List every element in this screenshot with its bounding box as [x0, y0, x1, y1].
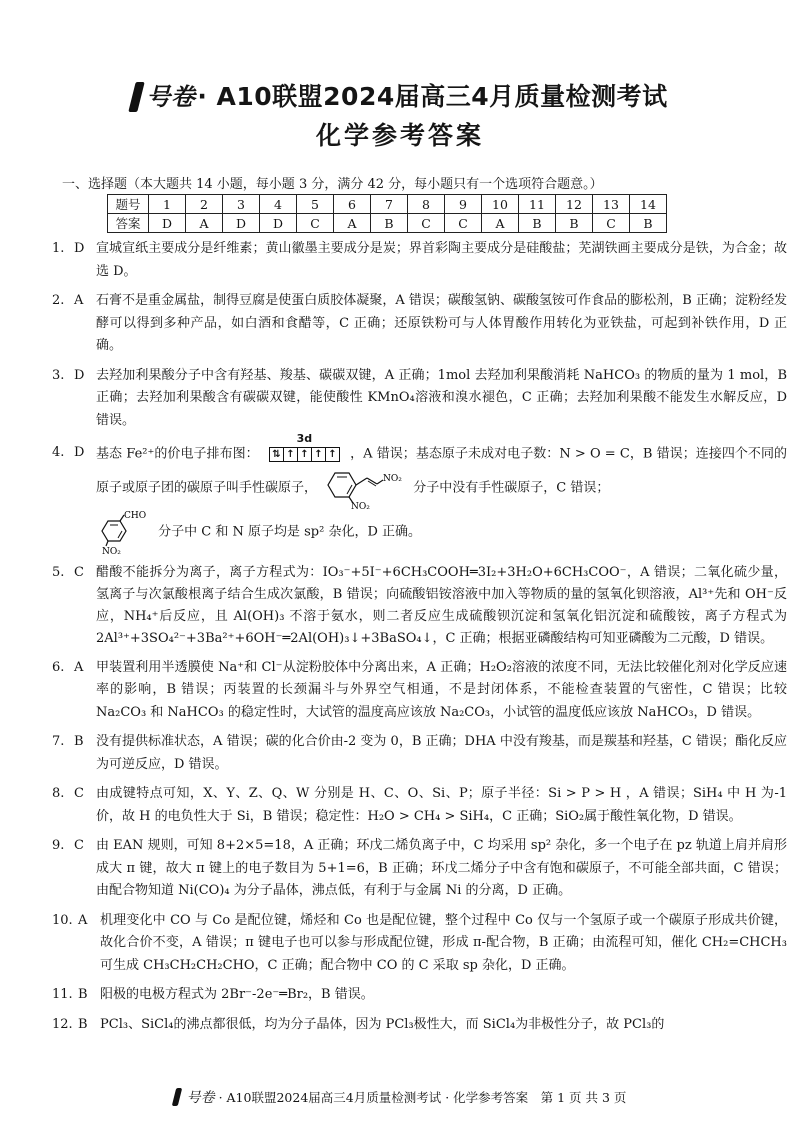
orbital-box: ↑ — [312, 448, 326, 461]
exam-title — [0, 80, 800, 114]
item-text-part: 分子中没有手性碳原子，C 错误； — [413, 480, 610, 495]
orbital-box: ↑ — [298, 448, 312, 461]
section-heading: 一、选择题（本大题共 14 小题，每小题 3 分，满分 42 分，每小题只有一个选项符合题意。） — [62, 177, 603, 192]
question-number: 1 — [149, 195, 186, 214]
item-number: 4. — [52, 445, 65, 460]
question-number: 13 — [593, 195, 630, 214]
brand-name: 号卷 — [146, 82, 196, 111]
item-text: 机理变化中 CO 与 Co 是配位键，烯烃和 Co 也是配位键，整个过程中 Co 仅与一个氢原子或一个碳原子形成共价键，故化合价不变，A 错误；π 键电子也可以参与形成配位键，形成 π-配合物，B 正确；由流程可知，催化 CH₂=CHCH₃ 可生成 CH₃CH₂CH₂CHO，C 正确；配合物中 CO 的 C 采取 sp 杂化，D 正确。 — [100, 912, 787, 973]
answer-cell: D — [149, 214, 186, 233]
title-block — [0, 80, 800, 154]
explanation-item — [52, 783, 787, 828]
answer-cell: C — [445, 214, 482, 233]
item-number: 6. — [52, 659, 65, 675]
item-number: 8. — [52, 786, 65, 801]
item-number: 10. — [52, 912, 73, 928]
orbital-box: ↑ — [284, 448, 298, 461]
answer-cell: A — [334, 214, 371, 233]
orbital-box: ↑ — [328, 449, 337, 460]
item-number: 2. — [52, 293, 65, 308]
question-number: 10 — [482, 195, 519, 214]
item-text: 甲装置利用半透膜使 Na⁺和 Cl⁻从淀粉胶体中分离出来，A 正确；H₂O₂溶液的浓度不同，无法比较催化剂对化学反应速率的影响，B 错误；丙装置的长颈漏斗与外界空气相通，不是封闭体系，不能检查装置的气密性，C 错误；比较 Na₂CO₃ 和 NaHCO₃ 的稳定性时，大试管的温度高应该放 Na₂CO₃，小试管的温度低应该放 NaHCO₃，D 错误。 — [96, 659, 787, 720]
explanation-item — [52, 835, 787, 903]
answer-cell: A — [482, 214, 519, 233]
row-label-answer: 答案 — [108, 214, 149, 233]
item-answer: A — [78, 912, 88, 928]
answer-cell: C — [408, 214, 445, 233]
answer-cell: A — [186, 214, 223, 233]
item-number: 9. — [52, 838, 65, 853]
item-text: 宣城宣纸主要成分是纤维素；黄山徽墨主要成分是炭；界首彩陶主要成分是硅酸盐；芜湖铁画主要成分是铁，为合金；故选 D。 — [96, 241, 787, 279]
answer-cell: B — [519, 214, 556, 233]
question-number: 2 — [186, 195, 223, 214]
document-title: 化学参考答案 — [315, 121, 484, 150]
item-answer: D — [74, 241, 85, 256]
item-text: 由 EAN 规则，可知 8+2×5=18，A 正确；环戊二烯负离子中，C 均采用 sp² 杂化，多一个电子在 pz 轨道上肩并肩形成大 π 键，故大 π 键上的电子数目为 5+1=6，B 正确；环戊二烯分子中含有饱和碳原子，不可能全部共面，C 错误；由配合物知道 Ni(CO)₄ 为分子晶体，沸点低，有利于与金属 Ni 的分离，D 正确。 — [96, 838, 787, 898]
question-number: 14 — [630, 195, 667, 214]
item-text-part: 基态 Fe²⁺的价电子排布图： — [96, 446, 259, 462]
brand-mark-icon — [129, 82, 145, 112]
item-number: 7. — [52, 734, 65, 749]
item-answer: B — [78, 1016, 88, 1032]
item-answer: C — [74, 564, 84, 580]
item-number: 11. — [52, 987, 73, 1002]
explanation-item — [52, 1014, 787, 1037]
page-footer — [0, 1087, 800, 1107]
footer-brand-name: 号卷 — [186, 1090, 215, 1106]
nitrostyrene-structure-icon — [321, 467, 409, 509]
question-number: 8 — [408, 195, 445, 214]
orbital-diagram — [269, 432, 340, 466]
orbital-label: 3d — [296, 432, 313, 445]
answer-cell: B — [371, 214, 408, 233]
answer-cell: B — [630, 214, 667, 233]
explanation-item — [52, 657, 787, 725]
item-text — [96, 432, 787, 555]
answer-cell: D — [260, 214, 297, 233]
item-text: PCl₃、SiCl₄的沸点都很低，均为分子晶体，因为 PCl₃极性大，而 SiCl₄为非极性分子，故 PCl₃的 — [100, 1016, 665, 1032]
question-number: 9 — [445, 195, 482, 214]
footer-brand-mark-icon — [171, 1088, 181, 1106]
item-text: 醋酸不能拆分为离子，离子方程式为：IO₃⁻+5I⁻+6CH₃COOH═3I₂+3H₂O+6CH₃COO⁻，A 错误；二氧化硫少量，氢离子与次氯酸根离子结合生成次氯酸，B 错误；向硫酸铝铵溶液中加入等物质的量的氢氧化钡溶液，Al³⁺先和 OH⁻反应，NH₄⁺后反应，且 Al(OH)₃ 不溶于氨水，则二者反应生成硫酸钡沉淀和氢氧化铝沉淀和硫酸铵，离子方程式为 2Al³⁺+3SO₄²⁻+3Ba²⁺+6OH⁻═2Al(OH)₃↓+3BaSO₄↓，C 正确；根据亚磷酸结构可知亚磷酸为二元酸，D 错误。 — [96, 564, 787, 646]
question-number: 11 — [519, 195, 556, 214]
explanation-item — [52, 432, 787, 555]
question-number: 6 — [334, 195, 371, 214]
question-number: 12 — [556, 195, 593, 214]
answer-cell: C — [593, 214, 630, 233]
item-answer: D — [74, 445, 85, 460]
item-answer: A — [74, 659, 84, 675]
row-label-number: 题号 — [108, 195, 149, 214]
item-text: 去羟加利果酸分子中含有羟基、羧基、碳碳双键，A 正确；1mol 去羟加利果酸消耗 NaHCO₃ 的物质的量为 1 mol，B 正确；去羟加利果酸含有碳碳双键，能使酸性 KMnO₄溶液和溴水褪色，C 正确；去羟加利果酸不能发生水解反应，D 错误。 — [96, 367, 787, 428]
brand-logo — [132, 80, 195, 114]
nitro-group-label: NO₂ — [102, 546, 121, 555]
question-number: 3 — [223, 195, 260, 214]
answer-table-answer-row — [108, 214, 667, 233]
explanation-item — [52, 238, 787, 283]
explanation-list — [52, 238, 787, 1043]
item-number: 1. — [52, 241, 65, 256]
item-answer: B — [74, 734, 84, 749]
item-text: 没有提供标准状态，A 错误；碳的化合价由-2 变为 0，B 正确；DHA 中没有羧基，而是羰基和羟基，C 错误；酯化反应为可逆反应，D 错误。 — [96, 734, 787, 772]
explanation-item — [52, 984, 787, 1007]
explanation-item — [52, 290, 787, 358]
item-text-part: ，A 错误；基态原子未成对电子数：N > O = C，B 错误；连接四个不同的原子或原子团的碳原子叫手性碳原子， — [96, 446, 787, 495]
nitro-group-label: NO₂ — [383, 473, 403, 484]
item-answer: C — [74, 786, 84, 801]
nitrobenzaldehyde-structure-icon — [96, 509, 154, 555]
item-text: 石膏不是重金属盐，制得豆腐是使蛋白质胶体凝聚，A 错误；碳酸氢钠、碳酸氢铵可作食品的膨松剂，B 正确；淀粉经发酵可以得到多种产品，如白酒和食醋等，C 正确；还原铁粉可与人体胃酸作用转化为亚铁盐，可起到补铁作用，D 正确。 — [96, 293, 787, 353]
item-text-part: 分子中 C 和 N 原子均是 sp² 杂化，D 正确。 — [158, 524, 422, 539]
item-number: 3. — [52, 367, 65, 383]
item-number: 5. — [52, 564, 65, 580]
aldehyde-group-label: CHO — [124, 510, 147, 521]
item-answer: D — [74, 367, 85, 383]
explanation-item — [52, 365, 787, 433]
item-answer: C — [74, 838, 84, 853]
explanation-item — [52, 910, 787, 978]
explanation-item — [52, 731, 787, 776]
nitro-group-label: NO₂ — [351, 501, 371, 509]
item-text: 阳极的电极方程式为 2Br⁻-2e⁻═Br₂，B 错误。 — [100, 987, 374, 1002]
answer-table-number-row — [108, 195, 667, 214]
item-number: 12. — [52, 1016, 73, 1032]
orbital-box: ⇅ — [270, 448, 284, 461]
answer-table — [107, 194, 667, 233]
answer-cell: B — [556, 214, 593, 233]
question-number: 7 — [371, 195, 408, 214]
item-answer: B — [78, 987, 88, 1002]
answer-cell: C — [297, 214, 334, 233]
question-number: 4 — [260, 195, 297, 214]
question-number: 5 — [297, 195, 334, 214]
answer-cell: D — [223, 214, 260, 233]
item-text: 由成键特点可知，X、Y、Z、Q、W 分别是 H、C、O、Si、P；原子半径：Si > P > H ，A 错误；SiH₄ 中 H 为-1 价，故 H 的电负性大于 Si，B 错误；稳定性：H₂O > CH₄ > SiH₄，C 正确；SiO₂属于酸性氧化物，D 错误。 — [96, 786, 787, 824]
explanation-item — [52, 562, 787, 650]
footer-text: · A10联盟2024届高三4月质量检测考试 · 化学参考答案 第 1 页 共 3 页 — [218, 1090, 627, 1105]
exam-title-text: · A10联盟2024届高三4月质量检测考试 — [197, 82, 668, 111]
item-answer: A — [74, 293, 84, 308]
